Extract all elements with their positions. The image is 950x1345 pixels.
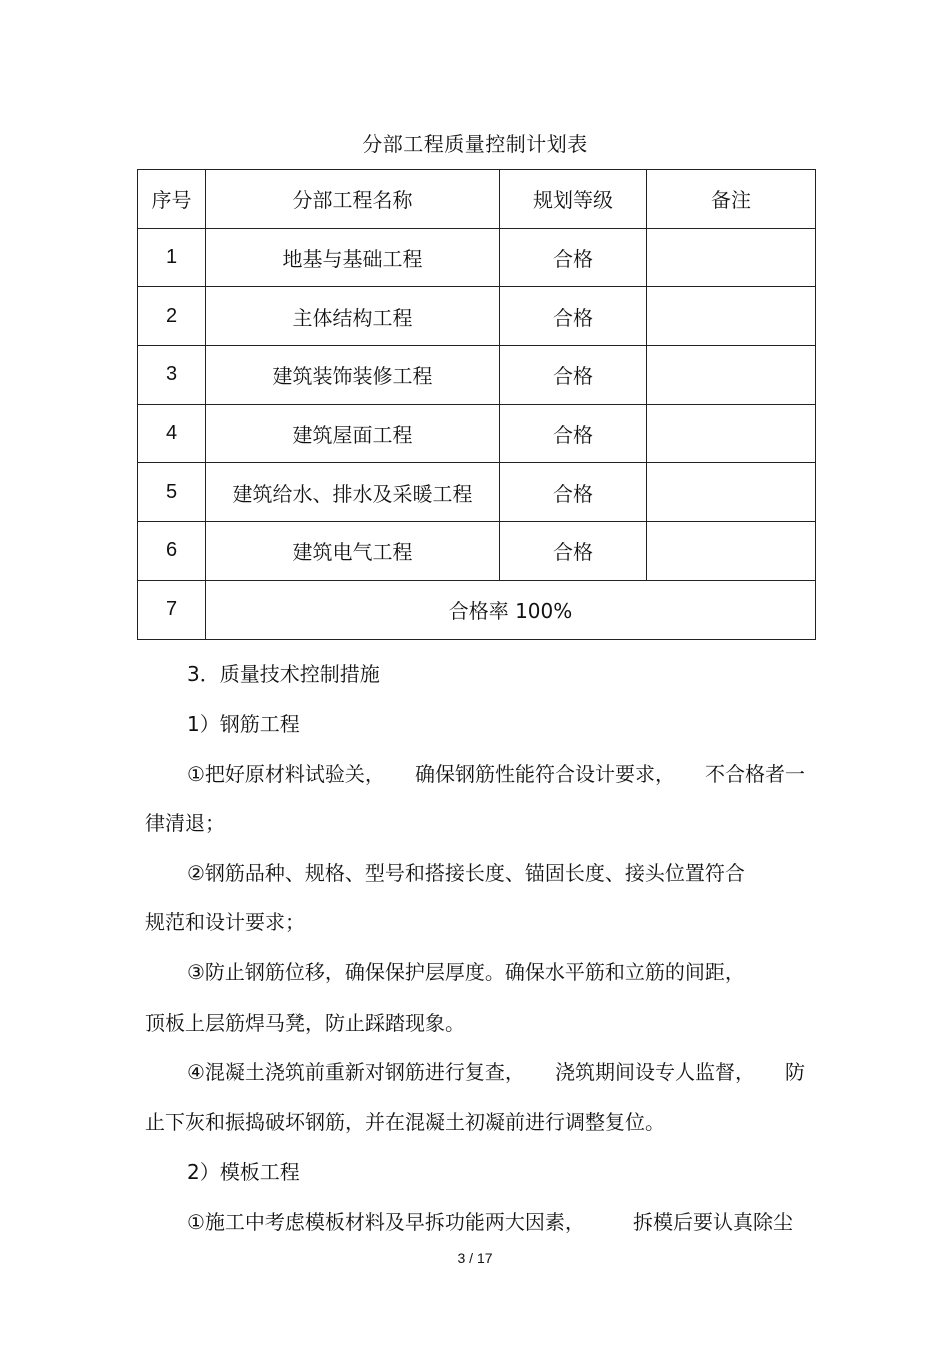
paragraph-2-line-2: 规范和设计要求； <box>145 910 305 934</box>
table-summary-row <box>138 580 816 639</box>
cell-no: 3 <box>138 346 206 405</box>
subsection-formwork: 2）模板工程 <box>187 1160 300 1184</box>
text-segment: ①施工中考虑模板材料及早拆功能两大因素， <box>187 1210 585 1234</box>
table-row <box>138 522 816 581</box>
table-row <box>138 346 816 405</box>
paragraph-1-line-1 <box>187 758 805 787</box>
paragraph-4-line-1 <box>187 1056 805 1085</box>
cell-name: 建筑屋面工程 <box>206 404 500 463</box>
subsection-rebar: 1）钢筋工程 <box>187 712 300 736</box>
cell-grade: 合格 <box>500 228 647 287</box>
text-segment: 浇筑期间设专人监督， <box>554 1060 755 1084</box>
header-note: 备注 <box>647 170 816 229</box>
cell-no: 7 <box>138 580 206 639</box>
section-heading: 3．质量技术控制措施 <box>187 662 380 686</box>
cell-name: 地基与基础工程 <box>206 228 500 287</box>
header-name: 分部工程名称 <box>206 170 500 229</box>
page-title: 分部工程质量控制计划表 <box>362 132 588 156</box>
text-segment: 拆模后要认真除尘 <box>633 1210 793 1234</box>
page-number: 3 / 17 <box>457 1250 493 1266</box>
cell-name: 建筑电气工程 <box>206 522 500 581</box>
paragraph-2-line-1: ②钢筋品种、规格、型号和搭接长度、锚固长度、接头位置符合 <box>187 861 745 885</box>
table-header-row <box>138 170 816 229</box>
text-segment: 防 <box>785 1060 805 1084</box>
cell-grade: 合格 <box>500 346 647 405</box>
cell-grade: 合格 <box>500 287 647 346</box>
cell-note <box>647 522 816 581</box>
cell-note <box>647 346 816 405</box>
header-grade: 规划等级 <box>500 170 647 229</box>
pass-rate-cell: 合格率 100% <box>206 580 816 639</box>
text-segment: 不合格者一 <box>705 762 805 786</box>
cell-name: 建筑装饰装修工程 <box>206 346 500 405</box>
paragraph-4-line-2: 止下灰和振捣破坏钢筋，并在混凝土初凝前进行调整复位。 <box>145 1110 665 1134</box>
paragraph-1-line-2: 律清退； <box>145 811 225 835</box>
header-no: 序号 <box>138 170 206 229</box>
cell-grade: 合格 <box>500 522 647 581</box>
quality-plan-table <box>137 169 816 640</box>
table-row <box>138 287 816 346</box>
cell-note <box>647 463 816 522</box>
paragraph-3-line-1: ③防止钢筋位移，确保保护层厚度。确保水平筋和立筋的间距， <box>187 960 745 984</box>
paragraph-5-line-1 <box>187 1206 793 1235</box>
text-segment: ①把好原材料试验关， <box>187 762 385 786</box>
cell-note <box>647 404 816 463</box>
cell-no: 1 <box>138 228 206 287</box>
cell-no: 6 <box>138 522 206 581</box>
cell-grade: 合格 <box>500 404 647 463</box>
table-row <box>138 463 816 522</box>
cell-no: 4 <box>138 404 206 463</box>
cell-no: 2 <box>138 287 206 346</box>
table-row <box>138 228 816 287</box>
cell-name: 建筑给水、排水及采暖工程 <box>206 463 500 522</box>
table-row <box>138 404 816 463</box>
cell-name: 主体结构工程 <box>206 287 500 346</box>
cell-no: 5 <box>138 463 206 522</box>
cell-note <box>647 287 816 346</box>
text-segment: 确保钢筋性能符合设计要求， <box>414 762 675 786</box>
text-segment: ④混凝土浇筑前重新对钢筋进行复查， <box>187 1060 525 1084</box>
cell-grade: 合格 <box>500 463 647 522</box>
paragraph-3-line-2: 顶板上层筋焊马凳，防止踩踏现象。 <box>145 1011 465 1035</box>
cell-note <box>647 228 816 287</box>
